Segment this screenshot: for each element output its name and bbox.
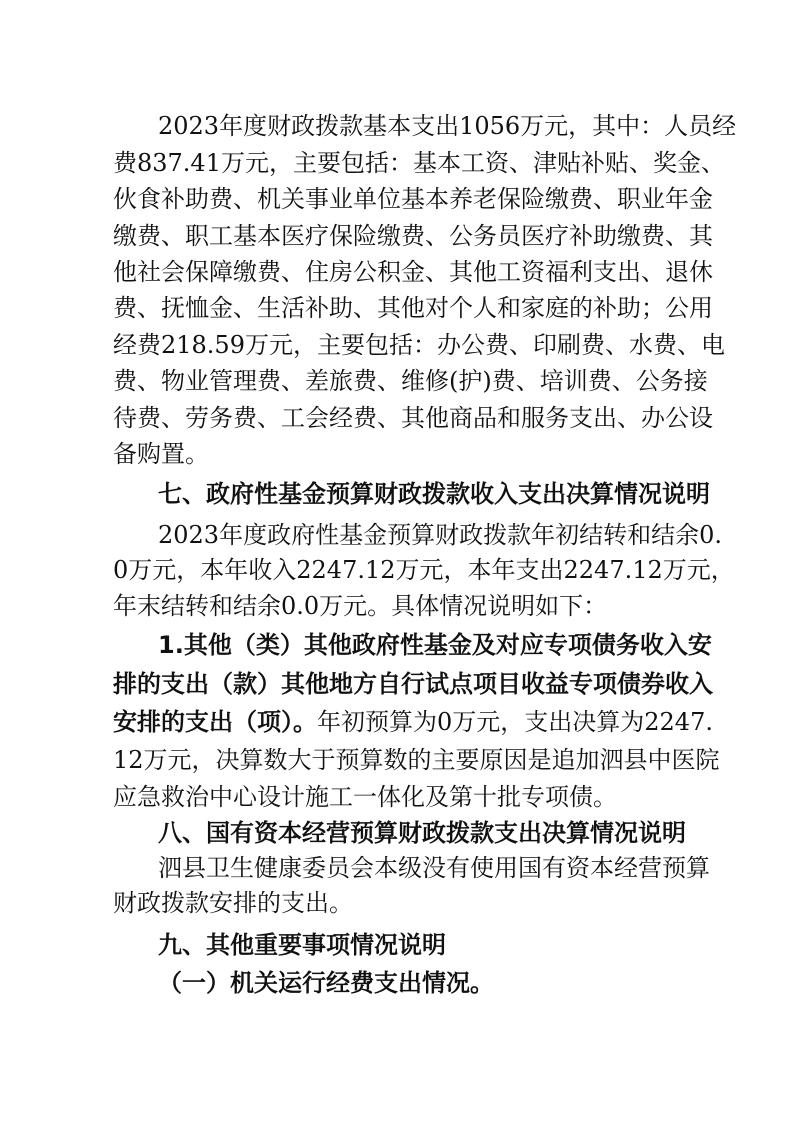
paragraph-line: 待费、劳务费、工会经费、其他商品和服务支出、办公设 — [113, 404, 713, 432]
paragraph-line: 2023年度政府性基金预算财政拨款年初结转和结余0. — [158, 521, 722, 549]
paragraph-line: 年末结转和结余0.0万元。具体情况说明如下： — [113, 592, 608, 620]
item-mixed-line — [113, 704, 713, 740]
paragraph-line: 泗县卫生健康委员会本级没有使用国有资本经营预算 — [158, 854, 710, 882]
paragraph-line: 备购置。 — [113, 440, 209, 468]
subheading-1: （一）机关运行经费支出情况。 — [158, 969, 494, 997]
paragraph-line: 财政拨款安排的支出。 — [113, 889, 353, 917]
paragraph-line: 0万元，本年收入2247.12万元，本年支出2247.12万元， — [113, 556, 735, 584]
section-heading-9: 九、其他重要事项情况说明 — [158, 931, 446, 959]
paragraph-line: 缴费、职工基本医疗保险缴费、公务员医疗补助缴费、其 — [113, 222, 713, 250]
paragraph-line: 2023年度财政拨款基本支出1056万元，其中：人员经 — [158, 112, 737, 140]
paragraph-line: 费837.41万元，主要包括：基本工资、津贴补贴、奖金、 — [113, 149, 725, 177]
item-body-text: 年初预算为0万元，支出决算为2247. — [317, 708, 713, 736]
paragraph-line: 12万元，决算数大于预算数的主要原因是追加泗县中医院 — [113, 746, 720, 774]
paragraph-line: 费、物业管理费、差旅费、维修(护)费、培训费、公务接 — [113, 367, 708, 395]
paragraph-line: 费、抚恤金、生活补助、其他对个人和家庭的补助；公用 — [113, 294, 713, 322]
item-heading-line: 1.其他（类）其他政府性基金及对应专项债务收入安 — [158, 631, 712, 659]
paragraph-line: 伙食补助费、机关事业单位基本养老保险缴费、职业年金 — [113, 185, 713, 213]
paragraph-line: 应急救治中心设计施工一体化及第十批专项债。 — [113, 783, 617, 811]
item-heading-tail: 安排的支出（项）。 — [113, 708, 317, 736]
section-heading-7: 七、政府性基金预算财政拨款收入支出决算情况说明 — [158, 480, 710, 508]
paragraph-line: 他社会保障缴费、住房公积金、其他工资福利支出、退休 — [113, 258, 713, 286]
section-heading-8: 八、国有资本经营预算财政拨款支出决算情况说明 — [158, 819, 686, 847]
item-heading-line: 排的支出（款）其他地方自行试点项目收益专项债券收入 — [113, 670, 713, 698]
paragraph-line: 经费218.59万元，主要包括：办公费、印刷费、水费、电 — [113, 331, 725, 359]
